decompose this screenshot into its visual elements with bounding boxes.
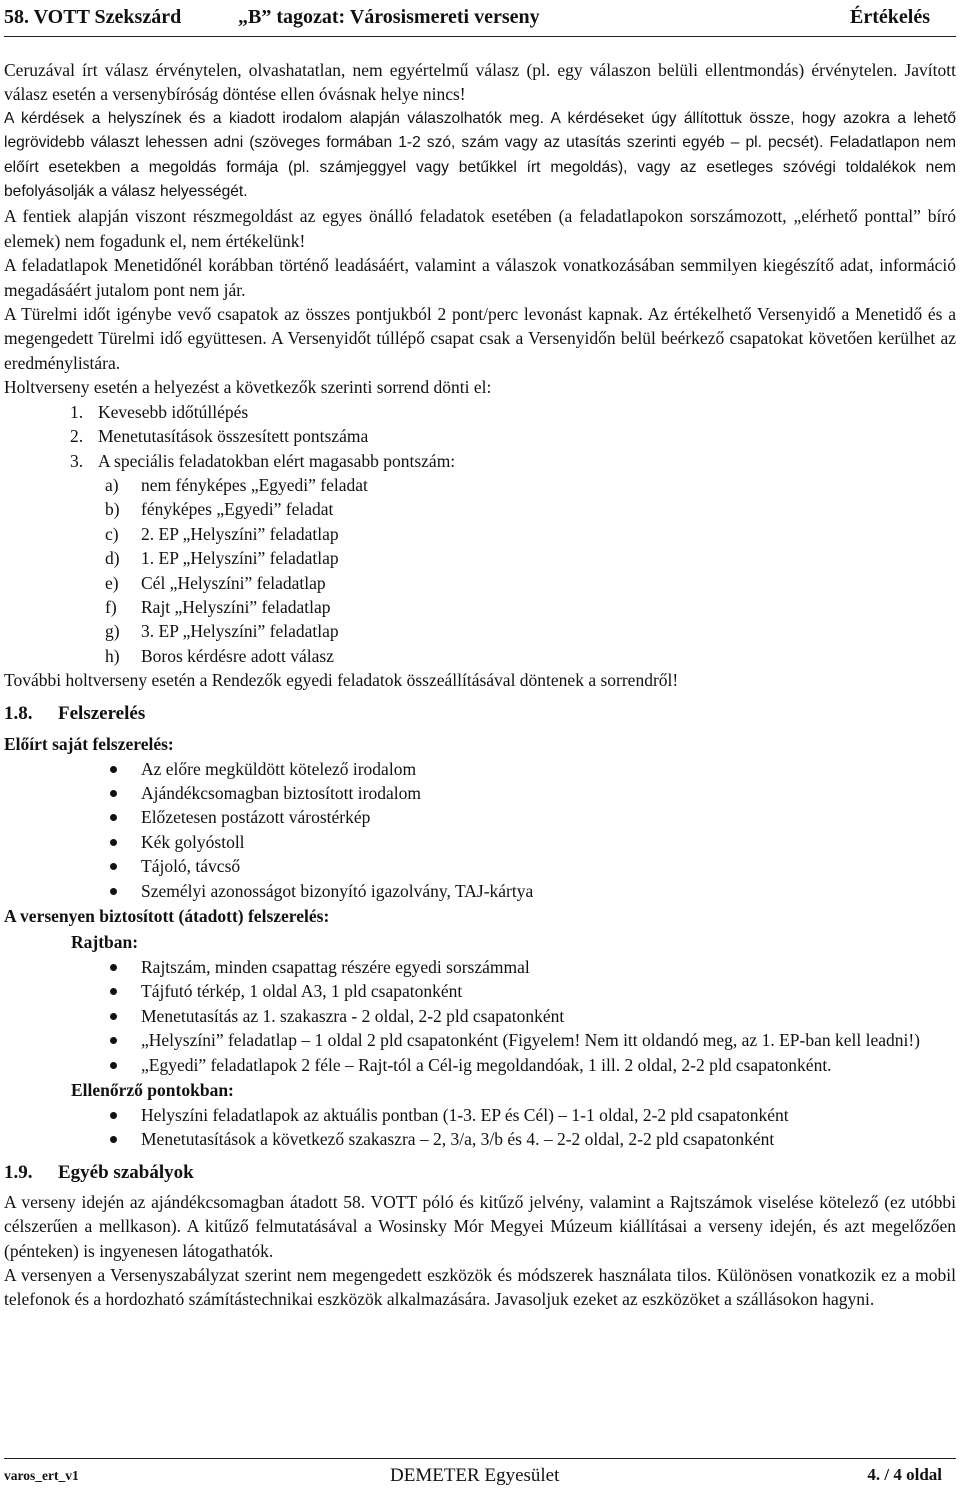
list-item: „Helyszíni” feladatlap – 1 oldal 2 pld csapatonként (Figyelem! Nem itt oldandó meg, az 1. EP-ban kell leadni!) <box>4 1028 956 1052</box>
paragraph-tiebreak-intro: Holtverseny esetén a helyezést a következők szerinti sorrend dönti el: <box>4 377 492 398</box>
list-item: Tájoló, távcső <box>4 854 956 878</box>
list-item: e) Cél „Helyszíni” feladatlap <box>105 572 326 593</box>
list-item: „Egyedi” feladatlapok 2 féle – Rajt-tól a Cél-ig megoldandóak, 1 ill. 2 oldal, 2-2 pld csapatonként. <box>4 1053 956 1077</box>
list-item: c) 2. EP „Helyszíni” feladatlap <box>105 523 339 544</box>
bullet-icon <box>110 964 117 971</box>
header-category: „B” tagozat: Városismereti verseny <box>238 6 540 28</box>
checkpoint-heading: Ellenőrző pontokban: <box>71 1080 234 1101</box>
provided-equipment-heading: A versenyen biztosított (átadott) felszerelés: <box>4 906 330 926</box>
footer-file-id: varos_ert_v1 <box>4 1468 79 1483</box>
list-item: Menetutasítások a következő szakaszra – 2, 3/a, 3/b és 4. – 2-2 oldal, 2-2 pld csapatonként <box>4 1127 956 1151</box>
paragraph-further-tiebreak: További holtverseny esetén a Rendezők egyedi feladatok összeállításával döntenek a sorrendről! <box>4 670 679 691</box>
list-item: b) fényképes „Egyedi” feladat <box>105 499 334 520</box>
section-heading-other-rules: 1.9. Egyéb szabályok <box>4 1161 194 1183</box>
bullet-icon <box>110 766 117 773</box>
bullet-icon <box>110 1013 117 1020</box>
list-item: Menetutasítás az 1. szakaszra - 2 oldal, 2-2 pld csapatonként <box>4 1004 956 1028</box>
paragraph-shirt-badge: A verseny idején az ajándékcsomagban átadott 58. VOTT póló és kitűző jelvény, valamint a Rajtszámok viselése kötelező (ez utóbbi célszerűen a mellkason). A kitűző felmutatásával a Wosinsky Mór Megyei Múzeum kiállításai a verseny idején, és azt megelőzően (pénteken) is ingyenesen látogathatók. <box>4 1191 956 1261</box>
footer-organization: DEMETER Egyesület <box>390 1465 560 1486</box>
list-item: h) Boros kérdésre adott válasz <box>105 645 334 666</box>
list-item: Személyi azonosságot bizonyító igazolvány, TAJ-kártya <box>4 879 956 903</box>
header-section: Értékelés <box>850 6 930 28</box>
bullet-icon <box>110 1136 117 1143</box>
bullet-icon <box>110 888 117 895</box>
list-item: Az előre megküldött kötelező irodalom <box>4 757 956 781</box>
list-item: d) 1. EP „Helyszíni” feladatlap <box>105 548 339 569</box>
list-item: 1. Kevesebb időtúllépés <box>70 401 249 422</box>
list-item: Előzetesen postázott várostérkép <box>4 805 956 829</box>
document-body <box>4 58 956 1312</box>
page-header <box>4 4 956 37</box>
footer-page-number: 4. / 4 oldal <box>867 1465 942 1484</box>
paragraph-tolerance-time: A Türelmi időt igénybe vevő csapatok az összes pontjukból 2 pont/perc levonást kapnak. Az értékelhető Versenyidő a Menetidő és a megengedett Türelmi idő együttesen. A Versenyidőt túllépő csapat csak a Versenyidőn belül beérkező csapatokat követően kerülhet az eredménylistára. <box>4 304 956 373</box>
bullet-icon <box>110 1037 117 1044</box>
start-equipment-list <box>4 955 956 1077</box>
paragraph-invalid-answers: Ceruzával írt válasz érvénytelen, olvashatatlan, nem egyértelmű válasz (pl. egy válaszon belüli ellentmondás) érvénytelen. Javított válasz esetén a versenybíróság döntése ellen óvásnak helye nincs! <box>4 60 956 105</box>
paragraph-partial-solutions: A fentiek alapján viszont részmegoldást az egyes önálló feladatok esetében (a feladatlapokon sorszámozott, „elérhető ponttal” bíró elemek) nem fogadunk el, nem értékelünk! <box>4 206 956 251</box>
list-item: 3. A speciális feladatokban elért magasabb pontszám: <box>70 450 456 471</box>
bullet-icon <box>110 814 117 821</box>
list-item: g) 3. EP „Helyszíni” feladatlap <box>105 621 339 642</box>
bullet-icon <box>110 863 117 870</box>
start-heading: Rajtban: <box>71 932 139 952</box>
list-item: Tájfutó térkép, 1 oldal A3, 1 pld csapatonként <box>4 979 956 1003</box>
list-item: Kék golyóstoll <box>4 830 956 854</box>
bullet-icon <box>110 790 117 797</box>
page-footer <box>4 1458 956 1487</box>
paragraph-early-submission: A feladatlapok Menetidőnél korábban történő leadásáért, valamint a válaszok vonatkozásában semmilyen kiegészítő adat, információ megadásáért jutalom pont nem jár. <box>4 255 956 300</box>
tiebreak-sublist <box>4 473 956 668</box>
list-item: Ajándékcsomagban biztosított irodalom <box>4 781 956 805</box>
section-heading-equipment: 1.8. Felszerelés <box>4 702 146 724</box>
paragraph-forbidden-devices: A versenyen a Versenyszabályzat szerint nem megengedett eszközök és módszerek használata tilos. Különösen vonatkozik ez a mobil telefonok és a hordozható számítástechnikai eszközök alkalmazására. Javasoljuk ezeket az eszközöket a szállásokon hagyni. <box>4 1265 956 1310</box>
own-equipment-list <box>4 757 956 903</box>
bullet-icon <box>110 1062 117 1069</box>
bullet-icon <box>110 839 117 846</box>
bullet-icon <box>110 1112 117 1119</box>
list-item: 2. Menetutasítások összesített pontszáma <box>70 426 369 447</box>
list-item: a) nem fényképes „Egyedi” feladat <box>105 474 368 495</box>
own-equipment-heading: Előírt saját felszerelés: <box>4 733 174 754</box>
bullet-icon <box>110 988 117 995</box>
paragraph-question-rules: A kérdések a helyszínek és a kiadott irodalom alapján válaszolhatók meg. A kérdéseket úgy állítottuk össze, hogy azokra a lehető legrövidebb választ lehessen adni (szöveges formában 1-2 szó, szám vagy az utasítás szerinti egyéb – pl. pecsét). Feladatlapon nem előírt esetekben a megoldás formája (pl. számjeggyel vagy betűkkel írt megoldás), vagy az esetleges szóvégi toldalékok nem befolyásolják a válasz helyességét. <box>4 109 956 201</box>
list-item: Rajtszám, minden csapattag részére egyedi sorszámmal <box>4 955 956 979</box>
header-event-title: 58. VOTT Szekszárd <box>4 6 182 28</box>
list-item: f) Rajt „Helyszíni” feladatlap <box>105 596 331 617</box>
checkpoint-equipment-list <box>4 1103 956 1152</box>
tiebreak-list <box>4 400 956 473</box>
list-item: Helyszíni feladatlapok az aktuális pontban (1-3. EP és Cél) – 1-1 oldal, 2-2 pld csapatonként <box>4 1103 956 1127</box>
